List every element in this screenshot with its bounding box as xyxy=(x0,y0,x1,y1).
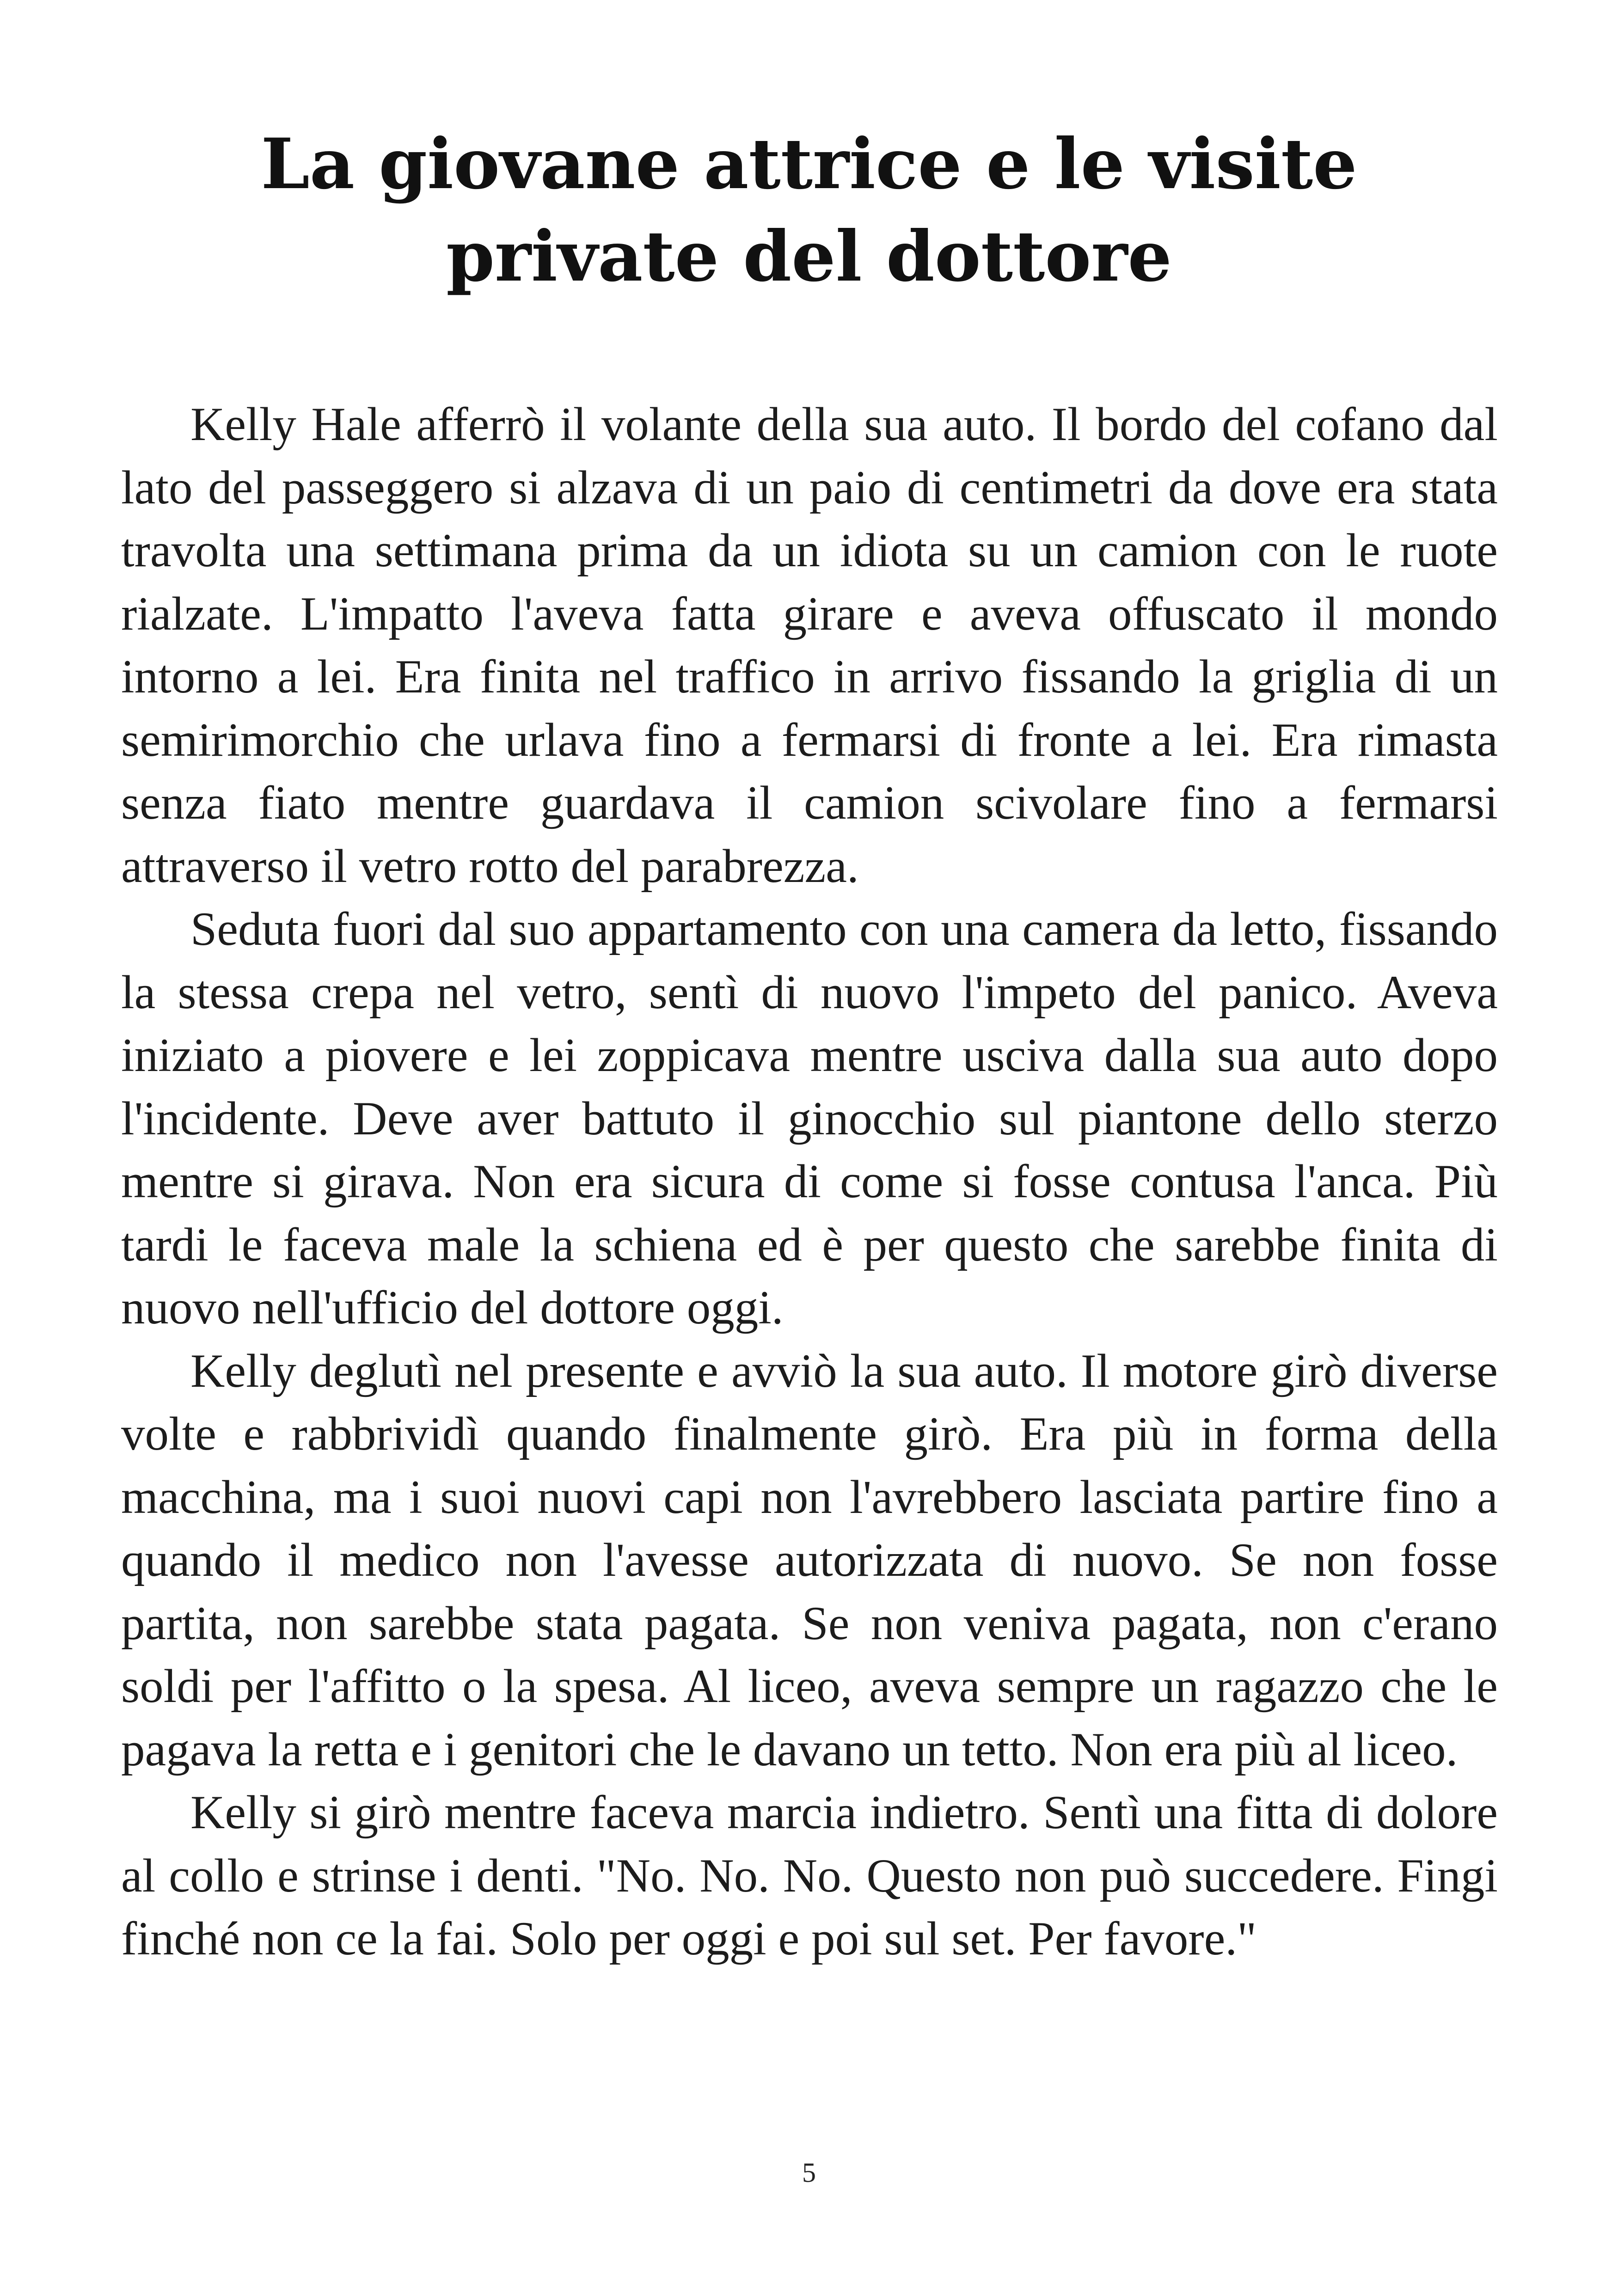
chapter-title: La giovane attrice e le visite private del dottore xyxy=(261,123,1357,297)
paragraph-4: Kelly si girò mentre faceva marcia indietro. Sentì una fitta di dolore al collo e strinse i denti. "No. No. No. Questo non può succedere. Fingi finché non ce la fai. Solo per oggi e poi sul set. Per favore." xyxy=(121,1786,1498,1965)
page-number: 5 xyxy=(802,2157,816,2188)
paragraph-2: Seduta fuori dal suo appartamento con una camera da letto, fissando la stessa crepa nel vetro, sentì di nuovo l'impeto del panico. Aveva iniziato a piovere e lei zoppicava mentre usciva dalla sua auto dopo l'incidente. Deve aver battuto il ginocchio sul piantone dello sterzo mentre si girava. Non era sicura di come si fosse contusa l'anca. Più tardi le faceva male la schiena ed è per questo che sarebbe finita di nuovo nell'ufficio del dottore oggi. xyxy=(121,903,1498,1334)
paragraph-1: Kelly Hale afferrò il volante della sua auto. Il bordo del cofano dal lato del passeggero si alzava di un paio di centimetri da dove era stata travolta una settimana prima da un idiota su un camion con le ruote rialzate. L'impatto l'aveva fatta girare e aveva offuscato il mondo intorno a lei. Era finita nel traffico in arrivo fissando la griglia di un semirimorchio che urlava fino a fermarsi di fronte a lei. Era rimasta senza fiato mentre guardava il camion scivolare fino a fermarsi attraverso il vetro rotto del parabrezza. xyxy=(121,398,1498,893)
paragraph-3: Kelly deglutì nel presente e avviò la sua auto. Il motore girò diverse volte e rabbrividì quando finalmente girò. Era più in forma della macchina, ma i suoi nuovi capi non l'avrebbero lasciata partire fino a quando il medico non l'avesse autorizzata di nuovo. Se non fosse partita, non sarebbe stata pagata. Se non veniva pagata, non c'erano soldi per l'affitto o la spesa. Al liceo, aveva sempre un ragazzo che le pagava la retta e i genitori che le davano un tetto. Non era più al liceo. xyxy=(121,1344,1498,1776)
chapter-body xyxy=(121,393,1498,1971)
